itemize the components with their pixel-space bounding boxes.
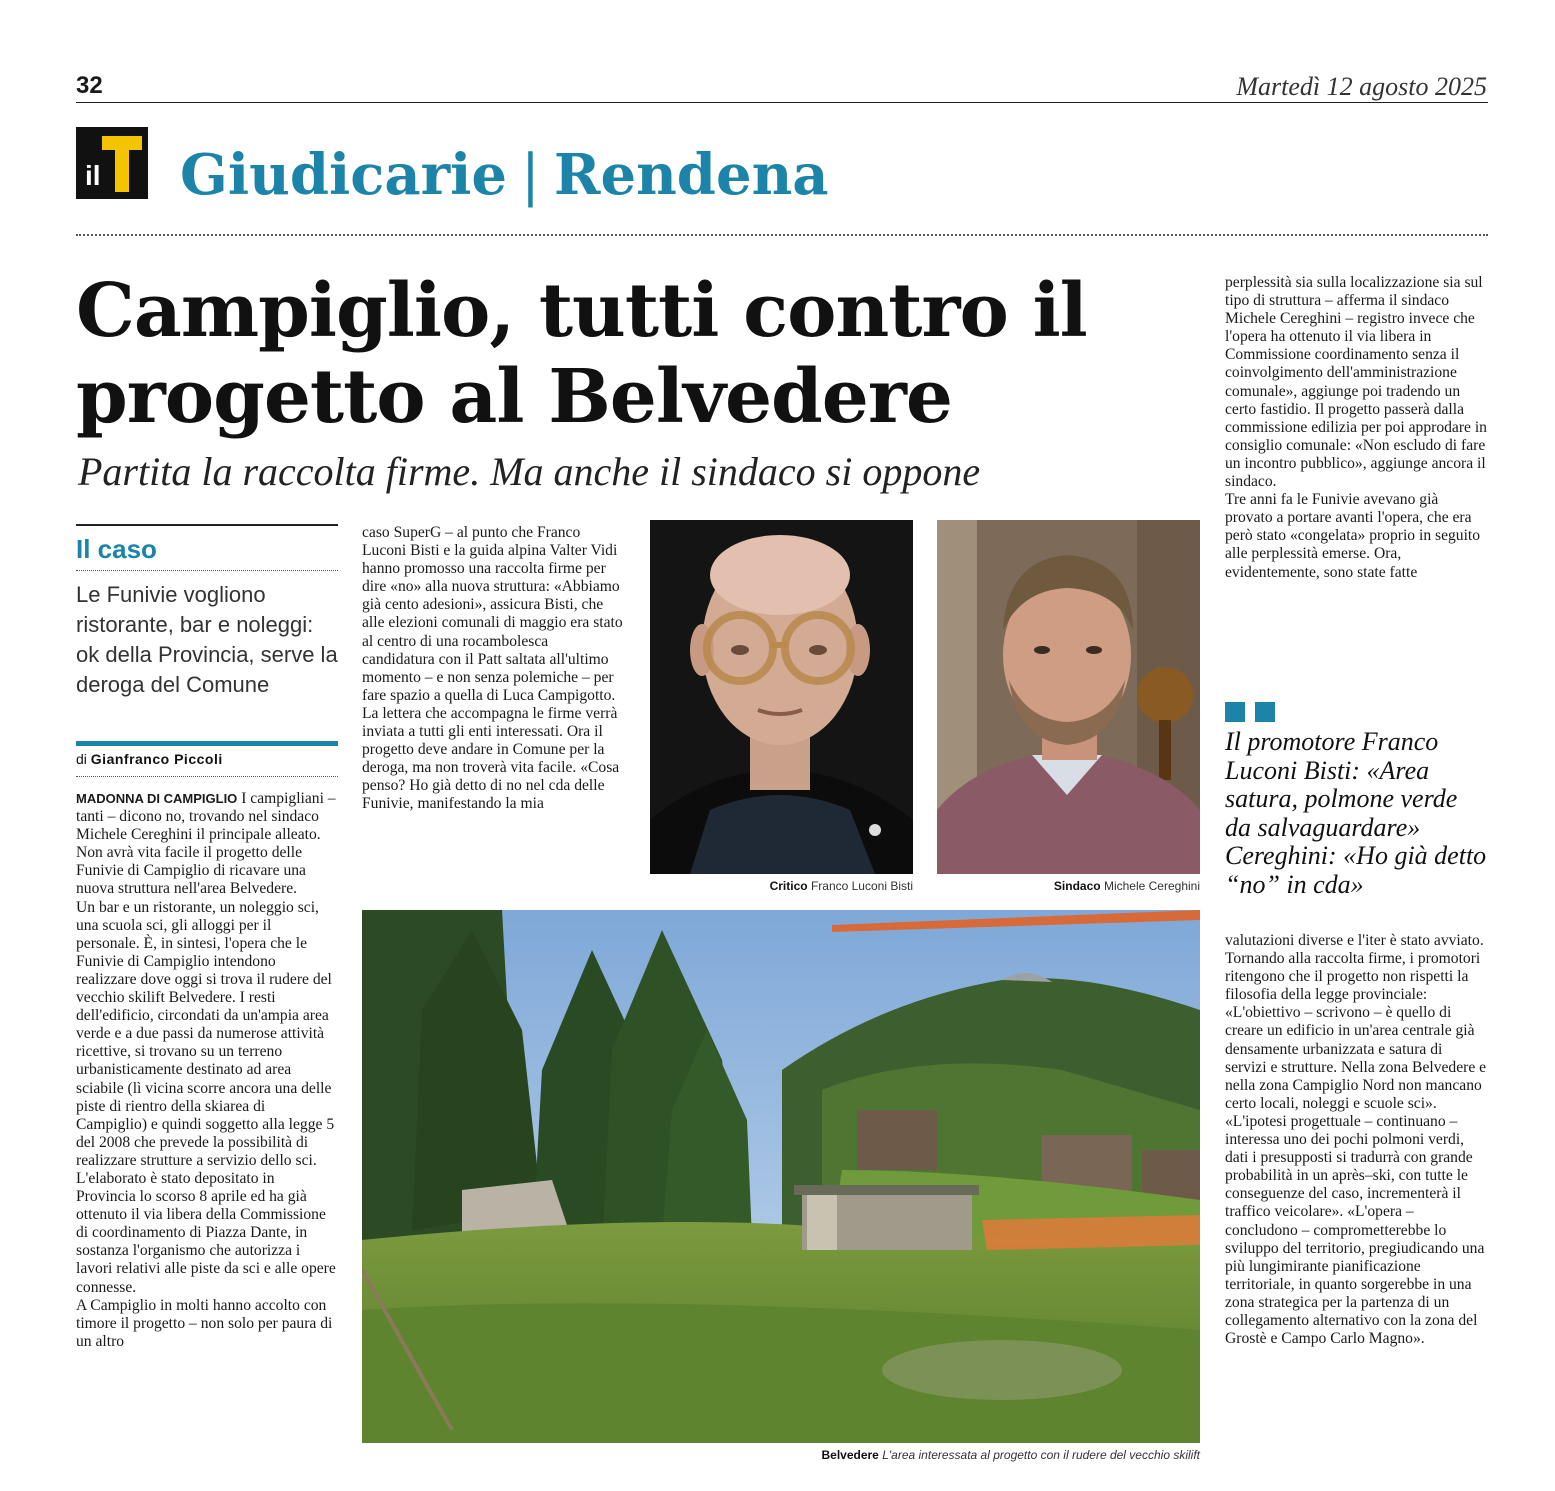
sidebar-rule <box>76 524 338 526</box>
caption-text: Michele Cereghini <box>1103 879 1200 893</box>
section-title <box>180 138 829 213</box>
article-column-4-bottom <box>1225 932 1487 1348</box>
caption-lead: Critico <box>769 879 808 893</box>
header-rule <box>76 102 1488 103</box>
byline-divider <box>76 776 338 777</box>
paragraph: valutazioni diverse e l'iter è stato avviato. <box>1225 932 1484 949</box>
issue-date: Martedì 12 agosto 2025 <box>1236 72 1487 101</box>
caption-text: Franco Luconi Bisti <box>810 879 913 893</box>
section-divider <box>76 234 1488 236</box>
caption-belvedere <box>821 1448 1200 1462</box>
section-name-1: Giudicarie <box>180 142 508 208</box>
paragraph: Un bar e un ristorante, un noleggio sci, una scuola sci, gli alloggi per il personale. È, in sintesi, l'opera che le Funivie di Campiglio intendono realizzare dove oggi si trova il rudere del vecchio skilift Belvedere. I resti dell'edificio, circondati da un'ampia area verde e a due passi da numerose attività ricettive, si trovano su un terreno urbanisticamente destinato ad area sciabile (lì vicina scorre ancora una delle piste di rientro della skiarea di Campiglio) e quindi soggetto alla legge 5 del 2008 che prevede la possibilità di realizzare strutture a servizio dello sci. L'elaborato è stato depositato in Provincia lo scorso 8 aprile ed ha già ottenuto il via libera della Commissione di coordinamento di Piazza Dante, in sostanza l'organismo che autorizza i lavori relativi alle piste da sci e alle opere connesse. <box>76 898 336 1296</box>
portrait-critic-image <box>650 520 913 874</box>
landscape-photo-belvedere <box>362 910 1200 1443</box>
caption-text: L'area interessata al progetto con il rudere del vecchio skilift <box>882 1448 1200 1462</box>
paragraph: caso SuperG – al punto che Franco Luconi Bisti e la guida alpina Valter Vidi hanno promosso una raccolta firme per dire «no» alla nuova struttura: «Abbiamo già cento adesioni», assicura Bisti, che alle elezioni comunali di maggio era stato al centro di una rocambolesca candidatura con il Patt saltata all'ultimo momento – e non senza polemiche – per fare spazio a quella di Luca Campigotto. La lettera che accompagna le firme verrà inviata a tutti gli enti interessati. Ora il progetto deve andare in Comune per la deroga, ma non troverà vita facile. «Cosa penso? Ho già detto di no nel cda delle Funivie, manifestando la mia <box>362 524 623 813</box>
byline-rule <box>76 741 338 746</box>
article-column-4-top <box>1225 274 1487 582</box>
caption-critic <box>770 879 913 893</box>
sidebar-divider <box>76 570 338 571</box>
byline <box>76 751 338 767</box>
paragraph: Tornando alla raccolta firme, i promotori ritengono che il progetto non rispetti la filosofia della legge provinciale: «L'obiettivo – scrivono – è quello di creare un edificio in un'area centrale già densamente urbanizzata e satura di servizi e strutture. Nella zona Belvedere e nella zona Campiglio Nord non mancano certo locali, noleggi e scuole sci». «L'ipotesi progettuale – continuano – interessa uno dei pochi polmoni verdi, dati i presupposti si tradurrà con grande probabilità in un après–ski, con tutte le conseguenze del caso, incrementerà il traffico veicolare». «L'opera – concludono – comprometterebbe lo sviluppo del territorio, pregiudicando una più lungimirante pianificazione territoriale, in quanto sorgerebbe in una zona strategica per la partenza di un collegamento alternativo con la zona del Grostè e Campo Carlo Magno». <box>1225 950 1487 1348</box>
pull-quote: Il promotore Franco Luconi Bisti: «Area satura, polmone verde da salvaguardare» Cereghini: «Ho già detto “no” in cda» <box>1225 727 1487 899</box>
belvedere-landscape-image <box>362 910 1200 1443</box>
dateline: MADONNA DI CAMPIGLIO <box>76 791 238 806</box>
newspaper-logo <box>76 127 148 199</box>
article-subheadline: Partita la raccolta firme. Ma anche il sindaco si oppone <box>78 449 981 494</box>
logo-text: il <box>85 160 101 191</box>
article-column-1 <box>76 790 338 1351</box>
portrait-mayor-image <box>937 520 1200 874</box>
paragraph: perplessità sia sulla localizzazione sia sul tipo di struttura – afferma il sindaco Michele Cereghini – registro invece che l'opera ha ottenuto il via libera in Commissione coordinamento senza il coinvolgimento dell'amministrazione comunale», aggiunge poi tradendo un certo fastidio. Il progetto passerà dalla commissione edilizia per poi approdare in consiglio comunale: «Non escludo di fare un incontro pubblico», aggiunge ancora il sindaco. <box>1225 274 1487 491</box>
caption-mayor <box>1054 879 1200 893</box>
article-column-2 <box>362 524 624 814</box>
caption-lead: Sindaco <box>1053 879 1101 893</box>
page-number: 32 <box>76 72 103 99</box>
byline-author: Gianfranco Piccoli <box>90 751 223 767</box>
section-separator: | <box>521 143 540 208</box>
section-name-2: Rendena <box>553 142 829 208</box>
byline-prefix: di <box>76 751 87 767</box>
portrait-photo-mayor <box>937 520 1200 874</box>
pull-quote-marker <box>1225 702 1285 727</box>
paragraph: A Campiglio in molti hanno accolto con timore il progetto – non solo per paura di un altro <box>76 1296 333 1350</box>
sidebar-summary: Le Funivie vogliono ristorante, bar e noleggi: ok della Provincia, serve la deroga del Comune <box>76 582 338 697</box>
article-headline: Campiglio, tutti contro il progetto al Belvedere <box>76 268 1087 440</box>
paragraph: Tre anni fa le Funivie avevano già provato a portare avanti l'opera, che era però stato «congelata» proprio in seguito alle perplessità emerse. Ora, evidentemente, sono state fatte <box>1225 491 1481 581</box>
portrait-photo-critic <box>650 520 913 874</box>
sidebar-title: Il caso <box>76 534 157 564</box>
paragraph: MADONNA DI CAMPIGLIO I campigliani – tanti – dicono no, trovando nel sindaco Michele Cereghini il principale alleato. Non avrà vita facile il progetto delle Funivie di Campiglio di ricavare una nuova struttura nell'area Belvedere. <box>76 790 336 898</box>
caption-lead: Belvedere <box>821 1448 879 1462</box>
